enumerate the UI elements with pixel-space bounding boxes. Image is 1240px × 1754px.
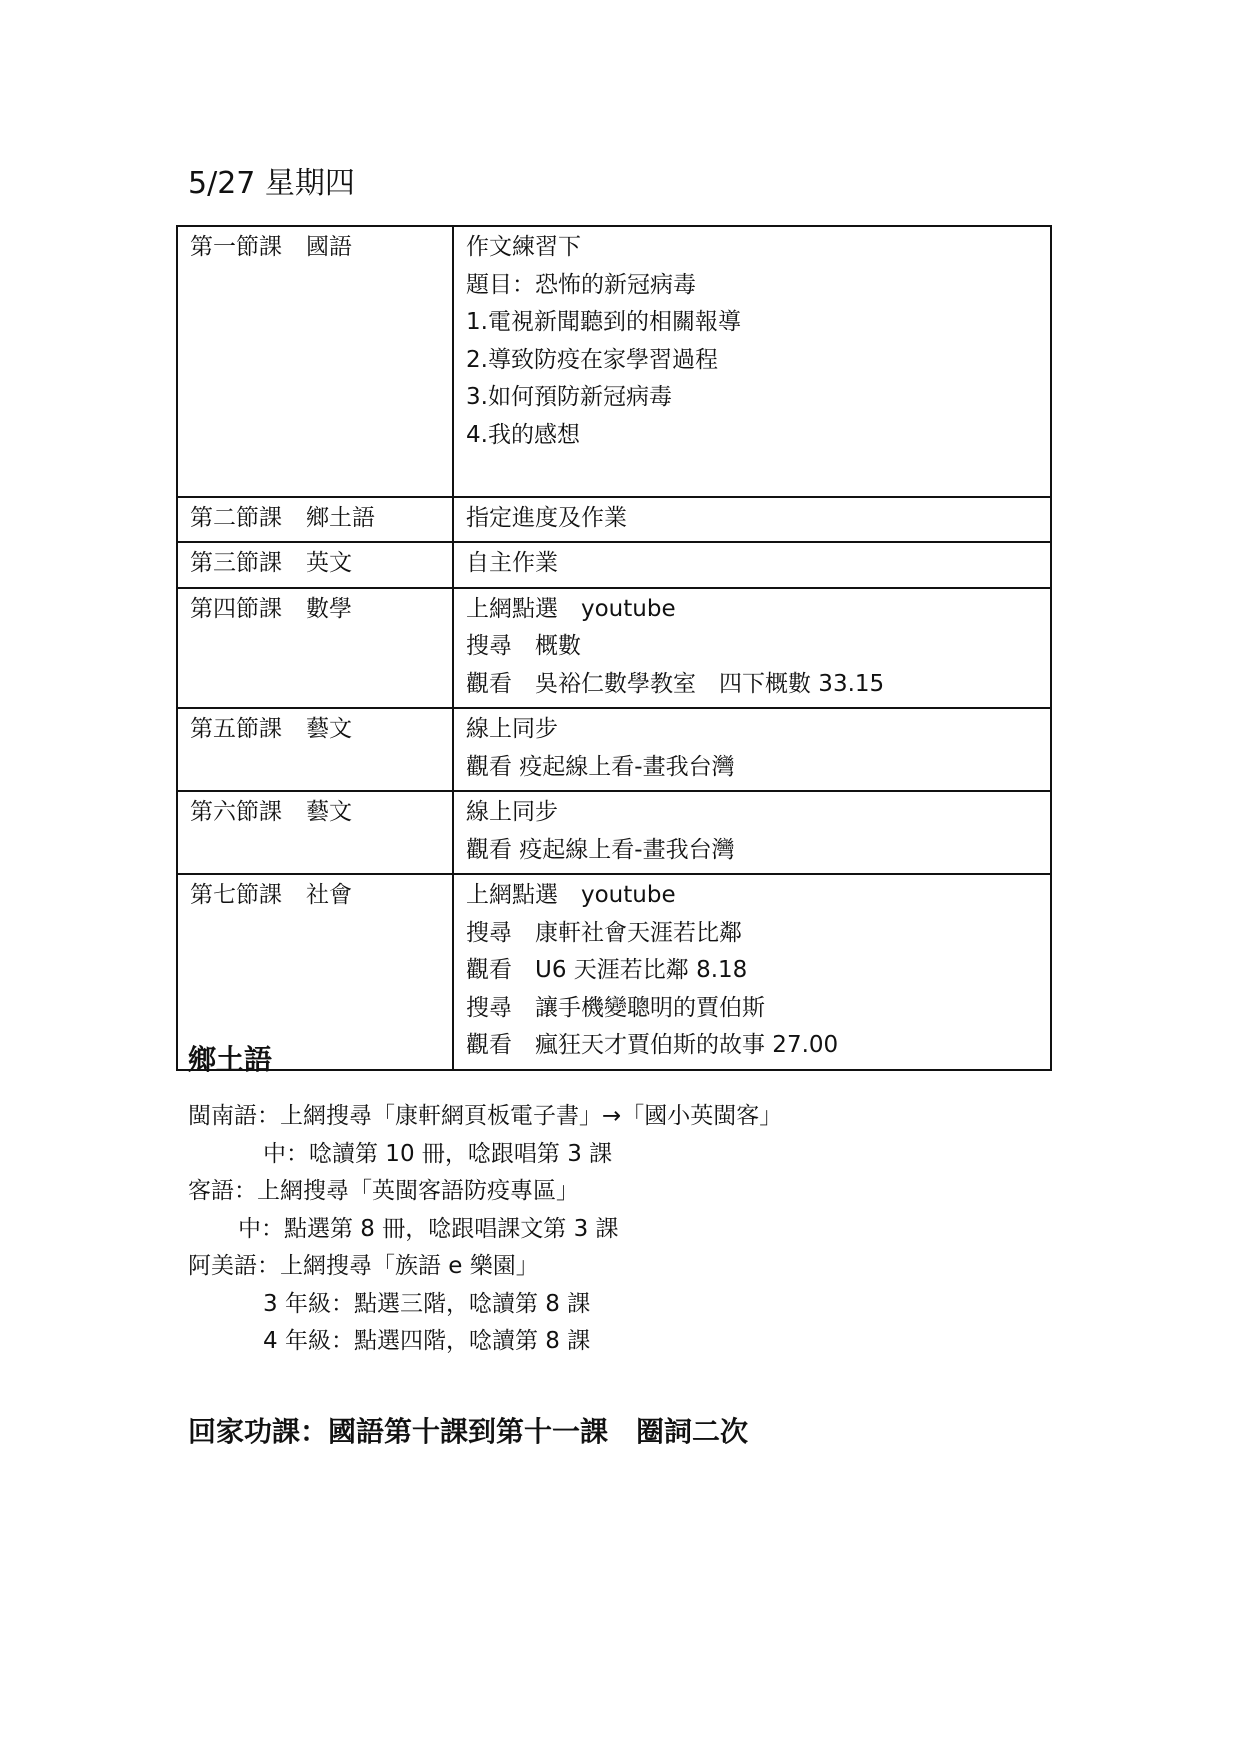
- period-cell: [177, 226, 453, 497]
- subject-label: 英文: [306, 550, 352, 576]
- activity-line: 線上同步: [466, 716, 558, 742]
- activity-line: 4.我的感想: [466, 421, 580, 448]
- blank-spacer: [466, 454, 1040, 492]
- page-title-date: 5/27 星期四: [188, 166, 355, 201]
- period-label: 第四節課: [190, 595, 282, 622]
- schedule-row: [177, 542, 1051, 588]
- schedule-row: [177, 497, 1051, 543]
- period-label: 第二節課: [190, 504, 282, 531]
- activity-line: 上網點選 youtube: [466, 882, 676, 908]
- subject-label: 數學: [306, 595, 352, 622]
- period-label: 第五節課: [190, 716, 282, 742]
- period-cell: [177, 542, 453, 588]
- period-label: 第一節課: [190, 234, 282, 260]
- native-language-line: 阿美語：上網搜尋「族語 e 樂園」: [188, 1253, 539, 1279]
- period-cell: [177, 791, 453, 874]
- activity-line: 搜尋 康軒社會天涯若比鄰: [466, 919, 742, 946]
- schedule-row: [177, 588, 1051, 709]
- activity-cell: [453, 497, 1051, 543]
- subject-label: 社會: [306, 882, 352, 908]
- period-label: 第六節課: [190, 799, 282, 825]
- homework-note: 回家功課：國語第十課到第十一課 圈詞二次: [188, 1415, 749, 1448]
- activity-cell: [453, 588, 1051, 709]
- schedule-row: [177, 874, 1051, 1070]
- activity-line: 2.導致防疫在家學習過程: [466, 346, 718, 373]
- period-label: 第三節課: [190, 550, 282, 576]
- activity-line: 題目：恐怖的新冠病毒: [466, 271, 696, 298]
- activity-cell: [453, 791, 1051, 874]
- activity-cell: [453, 708, 1051, 791]
- activity-line: 搜尋 概數: [466, 633, 581, 659]
- native-language-line: 客語：上網搜尋「英閩客語防疫專區」: [188, 1178, 579, 1204]
- activity-line: 線上同步: [466, 799, 558, 825]
- subject-label: 藝文: [306, 716, 352, 742]
- period-label: 第七節課: [190, 882, 282, 908]
- native-language-line: 中：唸讀第 10 冊，唸跟唱第 3 課: [263, 1140, 613, 1167]
- native-language-line: 中：點選第 8 冊，唸跟唱課文第 3 課: [238, 1215, 619, 1242]
- activity-line: 觀看 吳裕仁數學教室 四下概數 33.15: [466, 670, 885, 697]
- activity-line: 作文練習下: [466, 234, 581, 260]
- native-language-instructions: [188, 1098, 782, 1361]
- activity-line: 1.電視新聞聽到的相關報導: [466, 309, 741, 335]
- period-cell: [177, 588, 453, 709]
- subject-label: 鄉土語: [306, 504, 375, 531]
- native-language-line: 4 年級：點選四階，唸讀第 8 課: [263, 1328, 591, 1354]
- schedule-row: [177, 226, 1051, 497]
- class-schedule-table: [176, 225, 1052, 1071]
- activity-line: 觀看 U6 天涯若比鄰 8.18: [466, 957, 748, 983]
- subject-label: 國語: [306, 234, 352, 260]
- subject-label: 藝文: [306, 799, 352, 825]
- period-cell: [177, 708, 453, 791]
- schedule-row: [177, 708, 1051, 791]
- native-language-heading: 鄉土語: [188, 1043, 273, 1076]
- activity-line: 3.如何預防新冠病毒: [466, 384, 672, 410]
- activity-line: 觀看 瘋狂天才賈伯斯的故事 27.00: [466, 1032, 839, 1058]
- activity-line: 觀看 疫起線上看-畫我台灣: [466, 836, 735, 863]
- native-language-line: 閩南語：上網搜尋「康軒網頁板電子書」→「國小英閩客」: [188, 1103, 783, 1129]
- native-language-line: 3 年級：點選三階，唸讀第 8 課: [263, 1290, 591, 1317]
- activity-cell: [453, 226, 1051, 497]
- activity-line: 自主作業: [466, 550, 558, 576]
- activity-line: 觀看 疫起線上看-畫我台灣: [466, 753, 735, 780]
- period-cell: [177, 497, 453, 543]
- activity-line: 搜尋 讓手機變聰明的賈伯斯: [466, 994, 765, 1021]
- activity-line: 上網點選 youtube: [466, 595, 676, 622]
- activity-cell: [453, 874, 1051, 1070]
- activity-line: 指定進度及作業: [466, 504, 627, 531]
- schedule-row: [177, 791, 1051, 874]
- activity-cell: [453, 542, 1051, 588]
